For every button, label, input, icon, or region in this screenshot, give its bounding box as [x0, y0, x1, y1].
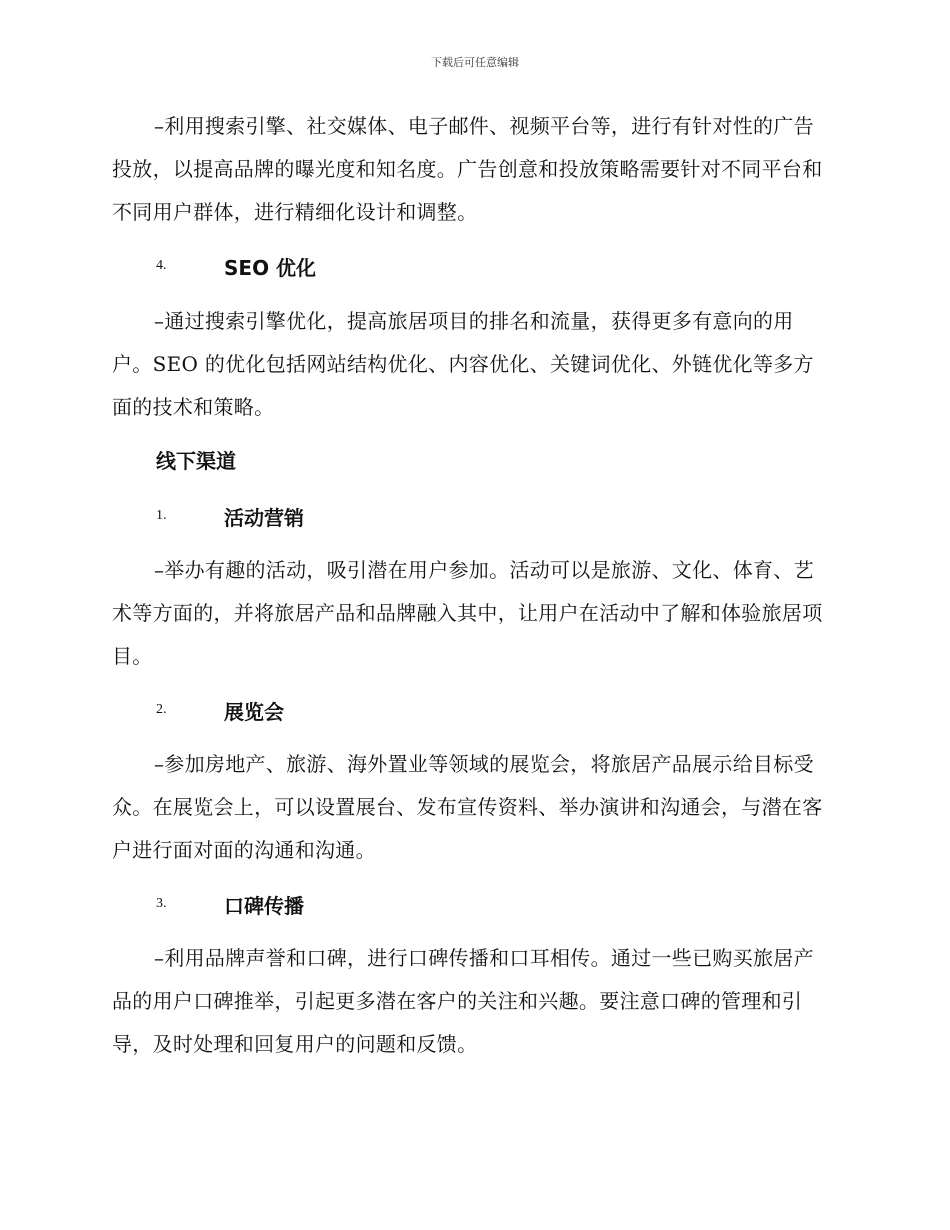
paragraph-event-marketing: –举办有趣的活动，吸引潜在用户参加。活动可以是旅游、文化、体育、艺术等方面的，并将旅居产品和品牌融入其中，让用户在活动中了解和体验旅居项目。 [112, 558, 823, 668]
heading-offline-channels: 线下渠道 [156, 449, 236, 473]
paragraph-online-ads: –利用搜索引擎、社交媒体、电子邮件、视频平台等，进行有针对性的广告投放，以提高品牌的曝光度和知名度。广告创意和投放策略需要针对不同平台和不同用户群体，进行精细化设计和调整。 [112, 114, 823, 224]
heading-wom-number: 3. [156, 896, 167, 911]
heading-seo-title: SEO 优化 [224, 255, 317, 280]
heading-exhibition-number: 2. [156, 702, 167, 717]
heading-event-number: 1. [156, 508, 167, 523]
heading-seo [156, 252, 316, 280]
heading-event-title: 活动营销 [224, 505, 304, 530]
heading-wom-title: 口碑传播 [224, 893, 304, 918]
heading-exhibition [156, 696, 284, 724]
heading-seo-number: 4. [156, 258, 167, 273]
paragraph-word-of-mouth: –利用品牌声誉和口碑，进行口碑传播和口耳相传。通过一些已购买旅居产品的用户口碑推举，引起更多潜在客户的关注和兴趣。要注意口碑的管理和引导，及时处理和回复用户的问题和反馈。 [112, 946, 814, 1056]
heading-event-marketing [156, 502, 304, 530]
page-header: 下载后可任意编辑 [431, 56, 519, 69]
heading-word-of-mouth [156, 890, 304, 918]
paragraph-seo: –通过搜索引擎优化，提高旅居项目的排名和流量，获得更多有意向的用户。SEO 的优化包括网站结构优化、内容优化、关键词优化、外链优化等多方面的技术和策略。 [112, 309, 814, 419]
heading-exhibition-title: 展览会 [224, 699, 284, 724]
paragraph-exhibition: –参加房地产、旅游、海外置业等领域的展览会，将旅居产品展示给目标受众。在展览会上，可以设置展台、发布宣传资料、举办演讲和沟通会，与潜在客户进行面对面的沟通和沟通。 [112, 752, 823, 862]
